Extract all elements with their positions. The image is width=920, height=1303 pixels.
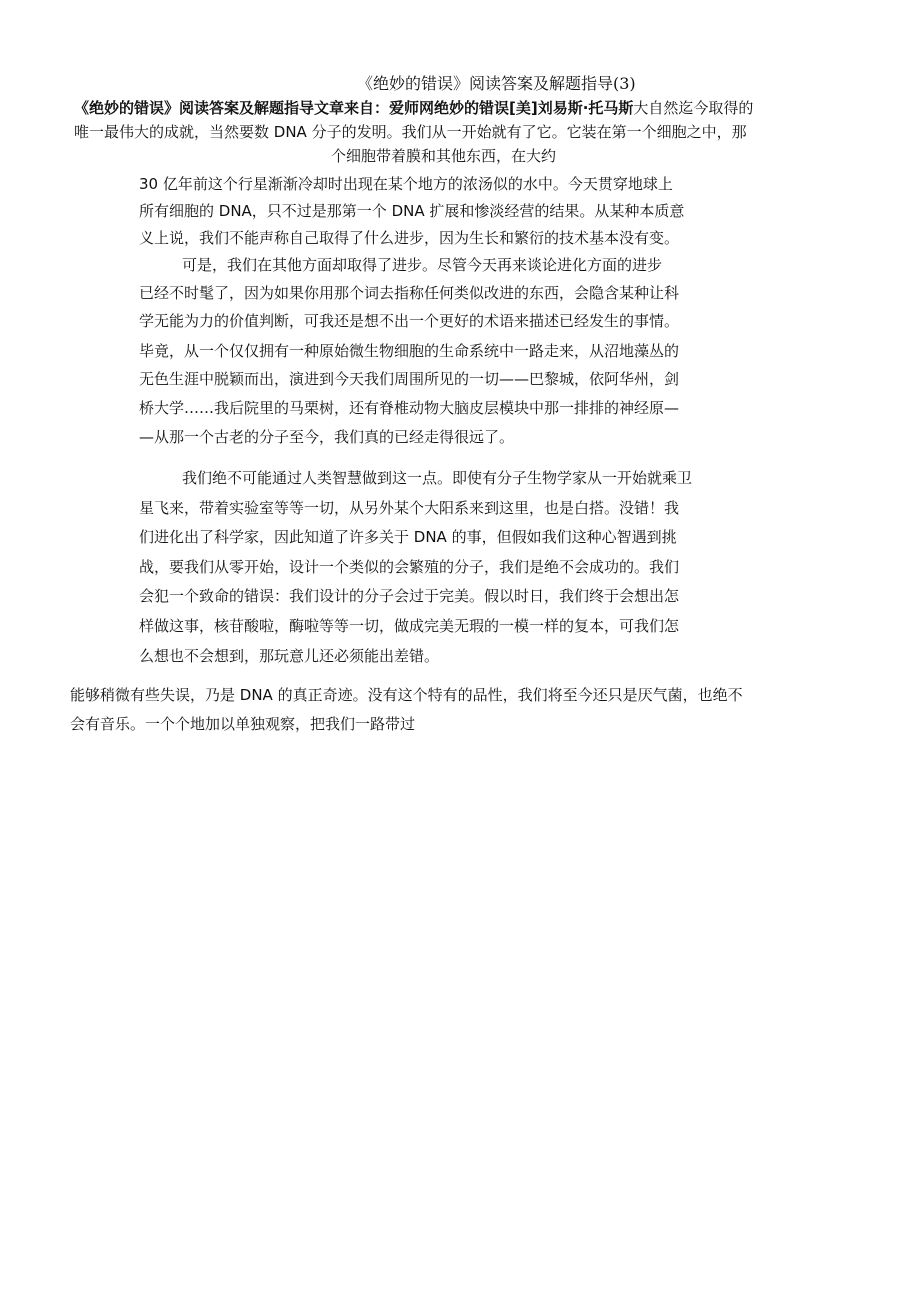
intro-line-2	[74, 121, 747, 143]
paragraph-line: 星飞来，带着实验室等等一切，从另外某个大阳系来到这里，也是白搭。没错！我	[139, 499, 680, 517]
paragraph-line: 学无能为力的价值判断，可我还是想不出一个更好的术语来描述已经发生的事情。	[139, 312, 680, 330]
paragraph-line: 30 亿年前这个行星渐渐冷却时出现在某个地方的浓汤似的水中。今天贯穿地球上	[139, 175, 673, 193]
paragraph-line: 们进化出了科学家，因此知道了许多关于 DNA 的事，但假如我们这种心智遇到挑	[139, 528, 677, 546]
paragraph-line: 所有细胞的 DNA，只不过是那第一个 DNA 扩展和惨淡经营的结果。从某种本质意	[139, 202, 685, 220]
paragraph-line: 已经不时髦了，因为如果你用那个词去指称任何类似改进的东西，会隐含某种让科	[139, 284, 680, 302]
intro-line-3: 个细胞带着膜和其他东西，在大约	[331, 147, 557, 165]
intro-line-2-text: DNA 分子的发明。我们从一开始就有了它。它装在第一个细胞之中，那	[269, 123, 747, 141]
paragraph-line: 能够稍微有些失误，乃是 DNA 的真正奇迹。没有这个特有的品性，我们将至今还只是厌气菌，也绝不	[70, 686, 743, 704]
paragraph-line: —从那一个古老的分子至今，我们真的已经走得很远了。	[139, 428, 515, 446]
paragraph-line: 毕竟，从一个仅仅拥有一种原始微生物细胞的生命系统中一路走来，从沼地藻丛的	[139, 342, 680, 360]
intro-line-1	[74, 97, 753, 119]
intro-serif-text: 大自然迄今取得的	[633, 99, 754, 117]
paragraph-line: 样做这事，核苷酸啦，酶啦等等一切，做成完美无瑕的一模一样的复本，可我们怎	[139, 617, 680, 635]
paragraph-line: 无色生涯中脱颖而出，演进到今天我们周围所见的一切——巴黎城，依阿华州，剑	[139, 370, 680, 388]
page-title: 《绝妙的错误》阅读答案及解题指导(3)	[357, 74, 636, 93]
paragraph-line: 会犯一个致命的错误：我们设计的分子会过于完美。假以时日，我们终于会想出怎	[139, 587, 680, 605]
intro-line-2-serif: 唯一最伟大的成就，当然要数	[74, 123, 270, 141]
paragraph-line: 会有音乐。一个个地加以单独观察，把我们一路带过	[70, 715, 416, 733]
intro-source-text: 《绝妙的错误》阅读答案及解题指导文章来自：爱师网绝妙的错误[美]刘易斯·托马斯	[74, 99, 634, 117]
paragraph-line: 战，要我们从零开始，设计一个类似的会繁殖的分子，我们是绝不会成功的。我们	[139, 558, 680, 576]
paragraph-line: 么想也不会想到，那玩意儿还必须能出差错。	[139, 647, 440, 665]
paragraph-line: 可是，我们在其他方面却取得了进步。尽管今天再来谈论进化方面的进步	[182, 256, 663, 274]
paragraph-line: 义上说，我们不能声称自己取得了什么进步，因为生长和繁衍的技术基本没有变。	[139, 229, 680, 247]
paragraph-line: 桥大学……我后院里的马栗树，还有脊椎动物大脑皮层模块中那一排排的神经原—	[139, 399, 680, 417]
paragraph-line: 我们绝不可能通过人类智慧做到这一点。即使有分子生物学家从一开始就乘卫	[182, 469, 693, 487]
